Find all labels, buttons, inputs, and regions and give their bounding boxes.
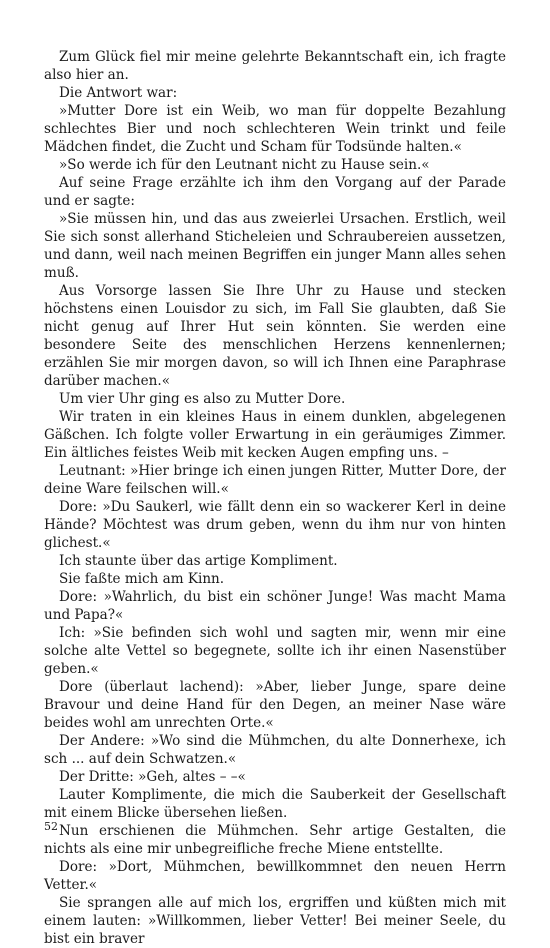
paragraph: »Sie müssen hin, und das aus zweierlei Ursachen. Erstlich, weil Sie sich sonst allerhand Sticheleien und Schraubereien aussetzen, und dann, weil nach meinen Begriffen ein junger Mann alles sehen muß.	[44, 211, 506, 281]
paragraph: Zum Glück fiel mir meine gelehrte Bekanntschaft ein, ich fragte also hier an.	[44, 49, 506, 83]
paragraph: Sie sprangen alle auf mich los, ergriffen und küßten mich mit einem lauten: »Willkommen, lieber Vetter! Bei meiner Seele, du bist ein braver	[44, 895, 506, 947]
paragraph: Die Antwort war:	[59, 85, 178, 101]
paragraph: Auf seine Frage erzählte ich ihm den Vorgang auf der Parade und er sagte:	[44, 175, 506, 209]
paragraph: Nun erschienen die Mühmchen. Sehr artige Gestalten, die nichts als eine mir unbegreifliche freche Miene entstellte.	[44, 823, 506, 857]
paragraph: »So werde ich für den Leutnant nicht zu Hause sein.«	[59, 157, 430, 173]
body-text	[44, 48, 506, 948]
paragraph: Leutnant: »Hier bringe ich einen jungen Ritter, Mutter Dore, der deine Ware feilschen will.«	[44, 463, 506, 497]
paragraph: Um vier Uhr ging es also zu Mutter Dore.	[59, 391, 346, 407]
paragraph: Dore: »Wahrlich, du bist ein schöner Junge! Was macht Mama und Papa?«	[44, 589, 506, 623]
paragraph: Dore: »Du Saukerl, wie fällt denn ein so wackerer Kerl in deine Hände? Möchtest was drum geben, wenn du ihm nur von hinten glichest.«	[44, 499, 506, 551]
paragraph: Dore: »Dort, Mühmchen, bewillkommnet den neuen Herrn Vetter.«	[44, 859, 506, 893]
paragraph: Sie faßte mich am Kinn.	[59, 571, 225, 587]
paragraph: Ich staunte über das artige Kompliment.	[59, 553, 338, 569]
paragraph: Wir traten in ein kleines Haus in einem dunklen, abgelegenen Gäßchen. Ich folgte voller Erwartung in ein geräumiges Zimmer. Ein ältliches feistes Weib mit kecken Augen empfing uns. –	[44, 409, 506, 461]
paragraph: Aus Vorsorge lassen Sie Ihre Uhr zu Hause und stecken höchstens einen Louisdor zu sich, im Fall Sie glaubten, daß Sie nicht genug auf Ihrer Hut sein könnten. Sie werden eine besondere Seite des menschlichen Herzens kennenlernen; erzählen Sie mir morgen davon, so will ich Ihnen eine Paraphrase darüber machen.«	[44, 283, 506, 389]
paragraph: Der Dritte: »Geh, altes – –«	[59, 769, 246, 785]
page-number: 52	[44, 820, 58, 833]
paragraph: Ich: »Sie befinden sich wohl und sagten mir, wenn mir eine solche alte Vettel so begegnete, sollte ich ihr einen Nasenstüber geben.«	[44, 625, 506, 677]
paragraph: Dore (überlaut lachend): »Aber, lieber Junge, spare deine Bravour und deine Hand für den Degen, an meiner Nase wäre beides wohl am unrechten Orte.«	[44, 679, 506, 731]
paragraph: Lauter Komplimente, die mich die Sauberkeit der Gesellschaft mit einem Blicke übersehen ließen.	[44, 787, 506, 821]
paragraph: »Mutter Dore ist ein Weib, wo man für doppelte Bezahlung schlechtes Bier und noch schlechteren Wein trinkt und feile Mädchen findet, die Zucht und Scham für Todsünde halten.«	[44, 103, 506, 155]
paragraph: Der Andere: »Wo sind die Mühmchen, du alte Donnerhexe, ich sch ... auf dein Schwatzen.«	[44, 733, 506, 767]
